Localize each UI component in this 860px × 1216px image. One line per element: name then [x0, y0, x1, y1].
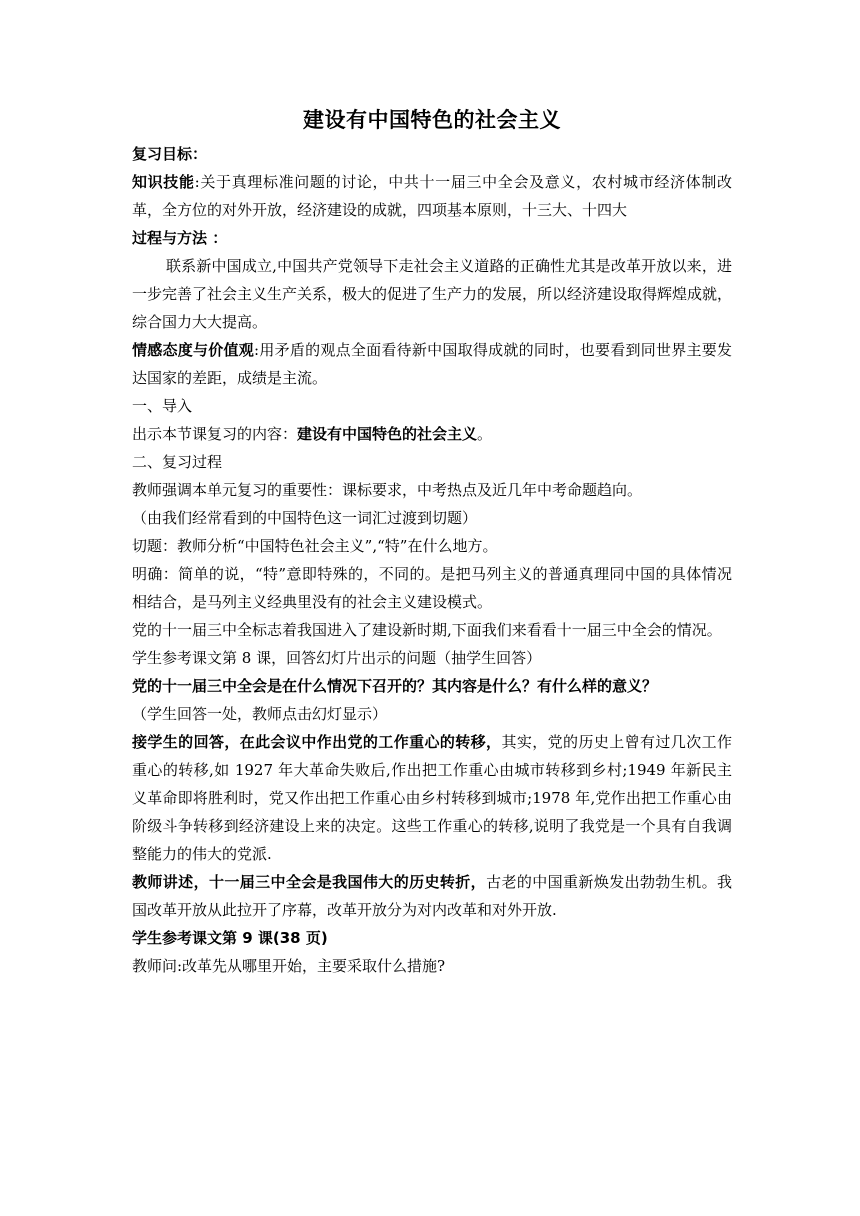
- intro-prefix: 出示本节课复习的内容：: [132, 425, 298, 443]
- lecture-paragraph: [132, 868, 732, 924]
- lecture-text: 古老的中国重新焕发出勃勃生机。我国改革开放从此拉开了序幕，改革开放分为对内改革和对外开放.: [132, 873, 732, 919]
- intro-suffix: 。: [477, 425, 493, 443]
- knowledge-skills-paragraph: [132, 168, 732, 224]
- knowledge-label: 知识技能: [132, 173, 195, 191]
- process-method-heading: 过程与方法 ：: [132, 229, 228, 247]
- work-shift-text: 其实，党的历史上曾有过几次工作重心的转移,如 1927 年大革命失败后,作出把工作重心由城市转移到乡村;1949 年新民主义革命即将胜利时，党又作出把工作重心由乡村转移到城市;1978 年,党作出把工作重心由阶级斗争转移到经济建设上来的决定。这些工作重心的转移,说明了我党是一个具有自我调整能力的伟大的党派.: [132, 733, 732, 863]
- knowledge-text: :关于真理标准问题的讨论，中共十一届三中全会及意义，农村城市经济体制改革，全方位的对外开放，经济建设的成就，四项基本原则，十三大、十四大: [132, 173, 732, 219]
- section-heading-intro: 一、导入: [132, 397, 193, 415]
- transition-paragraph: （由我们经常看到的中国特色这一词汇过渡到切题）: [132, 509, 478, 527]
- emotion-value-paragraph: [132, 336, 732, 392]
- clarify-paragraph: 明确：简单的说，“特”意即特殊的，不同的。是把马列主义的普通真理同中国的具体情况相结合，是马列主义经典里没有的社会主义建设模式。: [132, 565, 732, 611]
- teacher-question-paragraph: 教师问:改革先从哪里开始，主要采取什么措施?: [132, 957, 446, 975]
- emotion-text: :用矛盾的观点全面看待新中国取得成就的同时，也要看到同世界主要发达国家的差距，成绩是主流。: [132, 341, 732, 387]
- student-lesson8-paragraph: 学生参考课文第 8 课，回答幻灯片出示的问题（抽学生回答）: [132, 649, 542, 667]
- work-shift-paragraph: [132, 728, 732, 868]
- process-method-paragraph: 联系新中国成立,中国共产党领导下走社会主义道路的正确性尤其是改革开放以来，进一步完善了社会主义生产关系，极大的促进了生产力的发展，所以经济建设取得辉煌成就，综合国力大大提高。: [132, 257, 733, 331]
- work-shift-bold: 接学生的回答，在此会议中作出党的工作重心的转移，: [132, 733, 502, 751]
- party-session-paragraph: 党的十一届三中全标志着我国进入了建设新时期,下面我们来看看十一届三中全会的情况。: [132, 621, 722, 639]
- document-title: 建设有中国特色的社会主义: [303, 108, 561, 132]
- teacher-emphasis-paragraph: 教师强调本单元复习的重要性：课标要求，中考热点及近几年中考命题趋向。: [132, 481, 643, 499]
- topic-paragraph: 切题：教师分析“中国特色社会主义”,“特”在什么地方。: [132, 537, 498, 555]
- section-heading-review: 二、复习过程: [132, 453, 223, 471]
- review-goal-heading: 复习目标：: [132, 145, 208, 163]
- question-paragraph: 党的十一届三中全会是在什么情况下召开的？其内容是什么？有什么样的意义？: [132, 677, 658, 695]
- answer-note-paragraph: （学生回答一处，教师点击幻灯显示）: [132, 705, 388, 723]
- intro-paragraph: [132, 420, 732, 448]
- document-body: [132, 104, 732, 980]
- student-lesson9-paragraph: 学生参考课文第 9 课(38 页): [132, 929, 328, 947]
- lecture-bold: 教师讲述，十一届三中全会是我国伟大的历史转折，: [132, 873, 487, 891]
- emotion-label: 情感态度与价值观: [132, 341, 255, 359]
- intro-bold: 建设有中国特色的社会主义: [297, 425, 478, 443]
